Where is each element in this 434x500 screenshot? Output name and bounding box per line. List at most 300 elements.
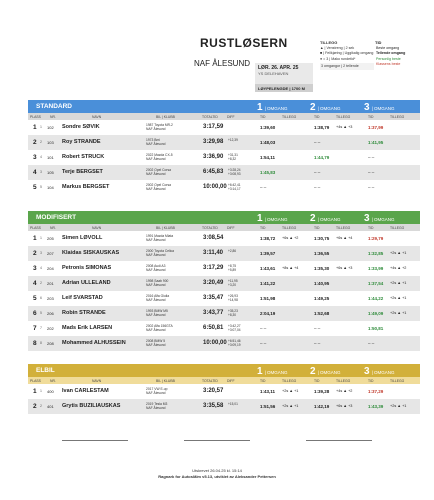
start-number: 207: [47, 251, 54, 256]
omgang-label: | OMGANG: [317, 106, 341, 111]
lap-penalty: +2s ▲ +1: [282, 389, 299, 393]
time-diff: [228, 403, 238, 407]
table-row: [28, 276, 420, 291]
diff-previous: +3:09,19: [228, 342, 241, 347]
column-header-bil: BIL | KLUBB: [156, 115, 175, 119]
column-header-tid: TID: [314, 379, 320, 383]
total-time: 3:08,54: [203, 235, 224, 241]
printed-at: Utskrevet 26.04.25 kl. 15:14: [192, 468, 242, 473]
omgang-header: [257, 364, 287, 377]
time-diff: [228, 280, 238, 288]
column-header-tid: TID: [314, 226, 320, 230]
omgang-label: | OMGANG: [317, 370, 341, 375]
place: 1: [33, 388, 37, 395]
column-header-tid: TID: [260, 115, 266, 119]
omgang-number: 2: [310, 366, 316, 377]
column-header-row: [28, 224, 420, 231]
place-change: 5: [40, 185, 42, 189]
car-model: 2017 VW E-up: [146, 387, 168, 391]
column-header-tillegg: TILLEGG: [336, 226, 351, 230]
car-club: [146, 123, 173, 132]
diff-leader: +11,95: [228, 279, 238, 283]
car-model: 2002 Opel Corsa: [146, 183, 171, 187]
table-row: [28, 231, 420, 246]
table-row: [28, 306, 420, 321]
results-section-modifisert: [28, 211, 420, 351]
lap-penalty: +4s ▲ +3: [336, 125, 353, 129]
driver-name: Markus BERGSET: [62, 184, 110, 190]
column-header-tillegg: TILLEGG: [390, 115, 405, 119]
time-diff: [228, 265, 236, 273]
car-model: 1991 Mazda Miata: [146, 234, 174, 238]
lap-time: – –: [368, 170, 375, 175]
lap-time: 1:45,83: [260, 170, 276, 175]
lap-time: 1:50,81: [368, 326, 384, 331]
lap-time: 1:39,60: [260, 125, 276, 130]
diff-leader: +2,86: [228, 249, 237, 253]
lap-time: 1:48,03: [260, 140, 276, 145]
place-change: 2: [40, 281, 42, 285]
results-section-standard: [28, 100, 420, 195]
lap-time: 1:51,56: [260, 404, 276, 409]
column-header-diff: DIFF: [227, 115, 235, 119]
lap-penalty: +2s ▲ +1: [390, 311, 407, 315]
time-diff: [228, 295, 238, 303]
lap-time: 1:52,68: [314, 311, 330, 316]
omgang-header: [310, 211, 340, 224]
omgang-header: [364, 364, 394, 377]
tid-key: Personlig beste: [376, 56, 401, 61]
car-model: 2016 Alfa Giulia: [146, 294, 170, 298]
omgang-label: | OMGANG: [371, 106, 395, 111]
driver-name: Klaidas SISKAUSKAS: [62, 250, 120, 256]
omgang-header: [364, 211, 394, 224]
lap-time: – –: [260, 326, 267, 331]
lap-time: 1:30,75: [314, 236, 330, 241]
column-header-row: [28, 377, 420, 384]
diff-leader: +6:51,46: [228, 339, 241, 343]
start-number: 204: [47, 266, 54, 271]
column-header-tid: TID: [368, 226, 374, 230]
lap-time: 1:37,29: [368, 389, 384, 394]
start-number: 202: [47, 326, 54, 331]
club-name: NAF Ålesund: [146, 343, 166, 348]
lap-time: 1:35,30: [314, 266, 330, 271]
column-header-nr: NR.: [50, 115, 56, 119]
column-header-navn: NAVN: [92, 115, 102, 119]
table-row: [28, 150, 420, 165]
car-club: [146, 339, 165, 348]
total-time: 3:36,90: [203, 154, 224, 160]
section-title: STANDARD: [36, 103, 72, 110]
tid-key: Beste omgang: [376, 45, 400, 50]
place-change: 6: [40, 296, 42, 300]
lap-time: 1:36,55: [314, 251, 330, 256]
column-header-tillegg: TILLEGG: [336, 379, 351, 383]
driver-name: Robin STRANDE: [62, 310, 106, 316]
start-number: 208: [47, 341, 54, 346]
diff-previous: +5,89: [228, 267, 237, 272]
diff-previous: +3:07,04: [228, 327, 241, 332]
lap-time: – –: [314, 140, 321, 145]
driver-name: Adrian ULLELAND: [62, 280, 111, 286]
lap-time: – –: [314, 326, 321, 331]
lap-time: 1:43,61: [260, 266, 276, 271]
legend-tid: [375, 40, 415, 68]
omgang-number: 3: [364, 102, 370, 113]
car-model: 2019 Tesla M3: [146, 402, 168, 406]
diff-previous: +3,20: [228, 282, 237, 287]
results-section-elbil: [28, 364, 420, 414]
place: 3: [33, 154, 37, 161]
car-model: 2022 Mazda CX-5: [146, 153, 173, 157]
place-change: 2: [40, 404, 42, 408]
lap-time: – –: [368, 341, 375, 346]
start-number: 203: [47, 296, 54, 301]
start-number: 105: [47, 170, 54, 175]
place: 8: [33, 340, 37, 347]
place-change: 4: [40, 155, 42, 159]
car-model: 2008 BMW 5: [146, 339, 166, 343]
place-change: 7: [40, 326, 42, 330]
lap-time: 2:04,19: [260, 311, 276, 316]
omgang-label: | OMGANG: [264, 106, 288, 111]
column-header-tillegg: TILLEGG: [282, 115, 297, 119]
total-time: 3:20,57: [203, 388, 224, 394]
section-title: MODIFISERT: [36, 214, 77, 221]
start-number: 400: [47, 389, 54, 394]
omgang-header: [257, 100, 287, 113]
section-header: [28, 211, 420, 224]
column-header-tillegg: TILLEGG: [336, 115, 351, 119]
club-name: NAF Ålesund: [146, 268, 166, 273]
column-header-diff: DIFF: [227, 379, 235, 383]
car-club: [146, 309, 168, 318]
column-header-tid: TID: [314, 115, 320, 119]
header: [0, 0, 434, 100]
time-diff: [228, 250, 236, 254]
time-diff: [228, 340, 241, 348]
diff-previous: +8,30: [228, 312, 237, 317]
car-model: 1987 Toyota MR-2: [146, 123, 173, 127]
table-row: [28, 291, 420, 306]
omgang-number: 1: [257, 213, 263, 224]
diff-leader: +31,31: [228, 153, 238, 157]
legend-line: ● = 3 | Mako rundetid*: [320, 56, 356, 61]
lap-time: 1:32,85: [368, 251, 384, 256]
column-header-tillegg: TILLEGG: [282, 226, 297, 230]
footer: [0, 468, 434, 480]
lap-time: 1:38,72: [260, 236, 276, 241]
lap-penalty: +2s ▲ +1: [390, 404, 407, 408]
car-model: 2000 Toyota Celica: [146, 249, 174, 253]
lap-time: – –: [368, 155, 375, 160]
column-header-total: TOTALTID: [202, 379, 218, 383]
lap-time: 1:41,95: [368, 140, 384, 145]
omgang-number: 2: [310, 213, 316, 224]
lap-penalty: +2s ▲ +1: [282, 404, 299, 408]
car-model: 2002 Opel Corsa: [146, 168, 171, 172]
driver-name: Simen LØVOLL: [62, 235, 103, 241]
car-model: 2002 Alfa 156GTA: [146, 324, 173, 328]
tid-title: TID: [375, 40, 382, 45]
car-club: [146, 324, 173, 333]
omgang-number: 2: [310, 102, 316, 113]
car-club: [146, 264, 165, 273]
diff-leader: +26,93: [228, 294, 238, 298]
table-row: [28, 336, 420, 351]
lap-time: – –: [260, 185, 267, 190]
track-length: LØYPELENGDE | 1700 M: [255, 84, 313, 92]
omgang-label: | OMGANG: [371, 217, 395, 222]
omgang-header: [364, 100, 394, 113]
omgang-header: [310, 100, 340, 113]
diff-previous: +8,32: [228, 156, 237, 161]
place: 1: [33, 235, 37, 242]
car-club: [146, 183, 171, 192]
car-model: 1973 Bmi: [146, 138, 160, 142]
omgang-label: | OMGANG: [317, 217, 341, 222]
omgang-number: 3: [364, 213, 370, 224]
total-time: 3:35,47: [203, 295, 224, 301]
place: 3: [33, 265, 37, 272]
club-name: NAF Ålesund: [146, 313, 166, 318]
lap-time: 1:54,11: [260, 155, 276, 160]
section-header: [28, 100, 420, 113]
lap-penalty: +2s ▲ +1: [390, 251, 407, 255]
car-club: [146, 402, 167, 411]
total-time: 10:00,00: [203, 184, 227, 190]
place: 5: [33, 295, 37, 302]
table-row: [28, 399, 420, 414]
legend-line: ■ | Feilkjøring | Uggikalig omgang: [320, 51, 374, 56]
total-time: 3:43,77: [203, 310, 224, 316]
diff-leader: +35,23: [228, 309, 238, 313]
lap-time: 1:44,79: [314, 155, 330, 160]
total-time: 6:50,81: [203, 325, 224, 331]
column-header-nr: NR.: [50, 379, 56, 383]
lap-time: 1:29,79: [368, 236, 384, 241]
start-number: 104: [47, 185, 54, 190]
club-name: NAF Ålesund: [146, 172, 166, 177]
place-change: 8: [40, 341, 42, 345]
driver-name: Leif SVARSTAD: [62, 295, 103, 301]
club-name: NAF Ålesund: [146, 283, 166, 288]
lap-time: – –: [314, 170, 321, 175]
place-change: 5: [40, 311, 42, 315]
omgang-label: | OMGANG: [371, 370, 395, 375]
car-club: [146, 279, 168, 288]
club-name: NAF Ålesund: [146, 253, 166, 258]
place-change: 4: [40, 266, 42, 270]
omgang-label: | OMGANG: [264, 370, 288, 375]
place: 2: [33, 139, 37, 146]
lap-time: 1:49,25: [314, 296, 330, 301]
lap-time: 1:51,98: [260, 296, 276, 301]
lap-time: 1:44,22: [368, 296, 384, 301]
lap-time: – –: [314, 341, 321, 346]
club-name: NAF Ålesund: [146, 142, 166, 147]
diff-leader: +6:42,41: [228, 183, 241, 187]
place-change: 1: [40, 125, 42, 129]
diff-previous: +3:14,17: [228, 186, 241, 191]
page-subtitle: NAF ÅLESUND: [194, 59, 251, 68]
tid-key: Tellende omgang: [376, 51, 406, 56]
lap-time: 1:43,39: [368, 404, 384, 409]
time-diff: [228, 184, 241, 192]
signature-line: [184, 440, 250, 441]
place: 4: [33, 280, 37, 287]
column-header-total: TOTALTID: [202, 115, 218, 119]
time-diff: [228, 139, 238, 143]
column-header-tid: TID: [260, 379, 266, 383]
start-number: 205: [47, 236, 54, 241]
lap-time: 1:37,54: [368, 281, 384, 286]
place-change: 2: [40, 140, 42, 144]
car-club: [146, 294, 169, 303]
lap-penalty: +4s ▲ +2: [390, 266, 407, 270]
diff-leader: +3:28,24: [228, 168, 241, 172]
lap-time: 1:49,09: [368, 311, 384, 316]
lap-time: 1:43,11: [260, 389, 276, 394]
omgang-label: | OMGANG: [264, 217, 288, 222]
total-time: 3:29,98: [203, 139, 224, 145]
car-club: [146, 138, 165, 147]
lap-time: – –: [368, 185, 375, 190]
lap-time: 1:33,99: [368, 266, 384, 271]
event-location: YS DELEHAVEN: [258, 71, 289, 76]
software-credit: Ragnark for Autoslålm v5.13, utviklet av Aleksander Pettersen: [158, 474, 276, 479]
lap-time: 1:39,57: [260, 251, 276, 256]
start-number: 103: [47, 140, 54, 145]
start-number: 206: [47, 311, 54, 316]
lap-time: – –: [260, 341, 267, 346]
column-header-tillegg: TILLEGG: [390, 226, 405, 230]
driver-name: Grytis BUZILIAUSKAS: [62, 403, 121, 409]
page-title: RUSTLØSERN: [200, 36, 288, 50]
lap-penalty: +2s ▲ +1: [390, 296, 407, 300]
lap-time: 1:40,95: [314, 281, 330, 286]
column-header-plass: PLASS: [30, 115, 41, 119]
driver-name: Terje BERGSET: [62, 169, 103, 175]
column-header-row: [28, 113, 420, 120]
section-header: [28, 364, 420, 377]
start-number: 401: [47, 404, 54, 409]
place: 2: [33, 250, 37, 257]
omgang-header: [257, 211, 287, 224]
place-change: 3: [40, 170, 42, 174]
driver-name: Robert STRUCK: [62, 154, 105, 160]
tid-key: Klassens beste: [376, 62, 401, 67]
column-header-diff: DIFF: [227, 226, 235, 230]
car-club: [146, 153, 173, 162]
column-header-tid: TID: [368, 115, 374, 119]
car-club: [146, 249, 174, 258]
start-number: 101: [47, 155, 54, 160]
club-name: NAF Ålesund: [146, 391, 166, 396]
column-header-plass: PLASS: [30, 226, 41, 230]
lap-penalty: +6s ▲ +4: [336, 236, 353, 240]
total-time: 3:20,49: [203, 280, 224, 286]
event-date: LØR. 26. APR. 25: [258, 65, 299, 71]
legend-tillegg: [320, 40, 374, 70]
driver-name: Ivan CARLESTAM: [62, 388, 109, 394]
table-row: [28, 246, 420, 261]
lap-time: – –: [314, 185, 321, 190]
car-model: 1993 BMW M5: [146, 309, 168, 313]
table-row: [28, 120, 420, 135]
club-name: NAF Ålesund: [146, 238, 166, 243]
lap-time: 1:38,79: [314, 125, 330, 130]
club-name: NAF Ålesund: [146, 187, 166, 192]
omgang-number: 1: [257, 366, 263, 377]
diff-leader: +3:42,27: [228, 324, 241, 328]
place-change: 3: [40, 251, 42, 255]
lap-time: 1:41,22: [260, 281, 276, 286]
total-time: 3:17,59: [203, 124, 224, 130]
place: 7: [33, 325, 37, 332]
total-time: 10:00,00: [203, 340, 227, 346]
column-header-tid: TID: [368, 379, 374, 383]
car-club: [146, 168, 171, 177]
column-header-bil: BIL | KLUBB: [156, 226, 175, 230]
total-time: 3:11,40: [203, 250, 224, 256]
table-row: [28, 135, 420, 150]
club-name: NAF Ålesund: [146, 298, 166, 303]
driver-name: Mads Erik LARSEN: [62, 325, 113, 331]
column-header-navn: NAVN: [92, 379, 102, 383]
diff-leader: +12,39: [228, 138, 238, 142]
table-row: [28, 165, 420, 180]
car-club: [146, 234, 173, 243]
time-diff: [228, 169, 241, 177]
car-model: 1998 Saab 900: [146, 279, 169, 283]
driver-name: Sondre SØVIK: [62, 124, 100, 130]
signature-line: [62, 440, 128, 441]
column-header-plass: PLASS: [30, 379, 41, 383]
lap-penalty: +6s ▲ +3: [336, 266, 353, 270]
diff-previous: +3:08,93: [228, 171, 241, 176]
diff-leader: +8,75: [228, 264, 237, 268]
omgang-number: 1: [257, 102, 263, 113]
column-header-navn: NAVN: [92, 226, 102, 230]
column-header-total: TOTALTID: [202, 226, 218, 230]
column-header-nr: NR.: [50, 226, 56, 230]
omgang-header: [310, 364, 340, 377]
place: 6: [33, 310, 37, 317]
place: 4: [33, 169, 37, 176]
club-name: NAF Ålesund: [146, 406, 166, 411]
total-time: 3:35,58: [203, 403, 224, 409]
club-name: NAF Ålesund: [146, 328, 166, 333]
lap-time: 1:37,99: [368, 125, 384, 130]
column-header-tillegg: TILLEGG: [390, 379, 405, 383]
time-diff: [228, 154, 238, 162]
omgang-number: 3: [364, 366, 370, 377]
total-time: 3:17,29: [203, 265, 224, 271]
place-change: 1: [40, 236, 42, 240]
lap-penalty: +2s ▲ +1: [390, 281, 407, 285]
driver-name: Roy STRANDE: [62, 139, 101, 145]
lap-time: 1:42,19: [314, 404, 330, 409]
signature-line: [306, 440, 372, 441]
table-row: [28, 180, 420, 195]
diff-previous: +14,98: [228, 297, 238, 302]
time-diff: [228, 310, 238, 318]
driver-name: Petronis SIMONAS: [62, 265, 112, 271]
time-diff: [228, 325, 241, 333]
place: 2: [33, 403, 37, 410]
